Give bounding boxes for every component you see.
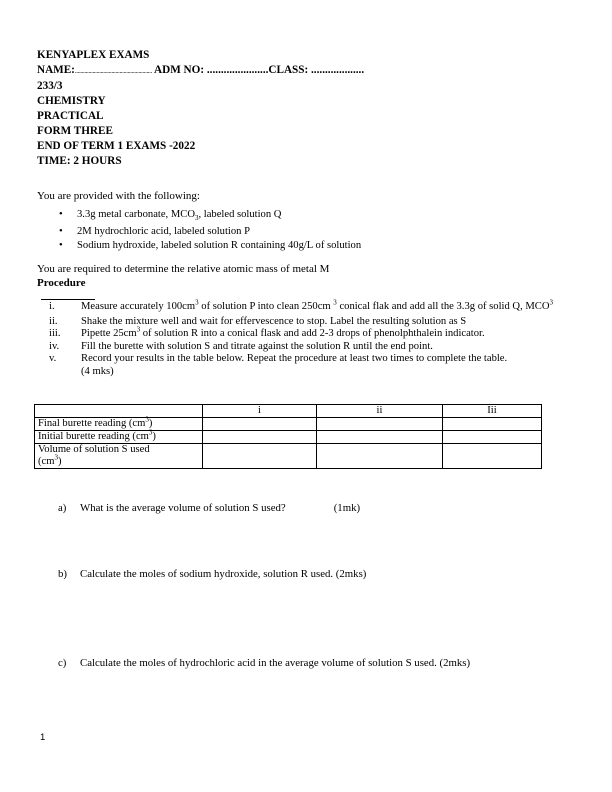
table-cell[interactable] <box>317 418 443 431</box>
table-row <box>35 431 542 444</box>
name-label: NAME: <box>37 64 75 76</box>
paper-type: PRACTICAL <box>37 110 104 122</box>
table-cell[interactable] <box>443 431 542 444</box>
table-cell[interactable] <box>317 444 443 469</box>
table-cell[interactable] <box>443 418 542 431</box>
column-header: i <box>203 405 317 418</box>
list-item: • Sodium hydroxide, labeled solution R containing 40g/L of solution <box>59 239 361 253</box>
table-cell[interactable] <box>317 431 443 444</box>
school-name: KENYAPLEX EXAMS <box>37 49 150 61</box>
requirement-text: You are required to determine the relative atomic mass of metal M <box>37 263 330 275</box>
table-row <box>35 444 542 469</box>
intro-text: You are provided with the following: <box>37 190 200 202</box>
table-header-row <box>35 405 542 418</box>
procedure-step-3: iii. Pipette $25cm^3$ of solution R into a conical flask and add 2-3 drops of phenolphthalein indicator. <box>49 325 485 339</box>
exam-header <box>37 48 364 169</box>
step-marks: (4 mks) <box>81 365 114 377</box>
adm-field: ...................... <box>206 64 269 76</box>
table-cell[interactable] <box>203 418 317 431</box>
table-cell[interactable] <box>443 444 542 469</box>
procedure-step-1: i. Measure accurately $100cm^3$ of solution P into clean 250cm $^3$ conical flak and add all the 3.3g of solid Q, MCO$^3$ <box>49 298 554 312</box>
table-cell[interactable] <box>203 431 317 444</box>
list-item: • 2M hydrochloric acid, labeled solution P <box>59 225 361 239</box>
name-field: ......................................................... <box>74 67 152 75</box>
question-c: c) Calculate the moles of hydrochloric acid in the average volume of solution S used. (2mks) <box>58 657 471 669</box>
table-cell[interactable] <box>203 444 317 469</box>
paper-code: 233/3 <box>37 80 63 92</box>
procedure-step-2: ii. Shake the mixture well and wait for effervescence to stop. Label the resulting solution as S <box>49 315 467 327</box>
table-row <box>35 418 542 431</box>
procedure-step-5: v. Record your results in the table below. Repeat the procedure at least two times to complete the table. (4 mks) <box>49 353 508 377</box>
question-b: b) Calculate the moles of sodium hydroxide, solution R used. (2mks) <box>58 568 367 580</box>
class-label: CLASS: <box>268 64 309 76</box>
form-level: FORM THREE <box>37 125 113 137</box>
row-label: Volume of solution S used $(cm^3)$ <box>35 444 203 469</box>
row-label: Initial burette reading $(cm^3)$ <box>35 431 203 444</box>
column-header: Iii <box>443 405 542 418</box>
class-field: ................... <box>311 64 365 76</box>
question-marks: (1mk) <box>333 502 361 514</box>
results-table <box>34 404 542 469</box>
exam-time: TIME: 2 HOURS <box>37 155 122 167</box>
adm-label: ADM NO: <box>154 64 205 76</box>
student-details-line <box>37 63 364 79</box>
materials-list <box>59 208 361 253</box>
exam-title: END OF TERM 1 EXAMS -2022 <box>37 140 196 152</box>
list-item: • 3.3g metal carbonate, $MCO_3$, labeled solution Q <box>59 208 361 225</box>
row-label: Final burette reading $(cm^3)$ <box>35 418 203 431</box>
question-a: a) What is the average volume of solution S used? (1mk) <box>58 502 361 514</box>
procedure-steps <box>37 298 577 378</box>
divider <box>41 299 95 300</box>
page-number: 1 <box>40 732 46 743</box>
column-header: ii <box>317 405 443 418</box>
subject: CHEMISTRY <box>37 95 106 107</box>
procedure-heading: Procedure <box>37 277 86 289</box>
procedure-step-4: iv. Fill the burette with solution S and titrate against the solution R until the end point. <box>49 340 433 352</box>
